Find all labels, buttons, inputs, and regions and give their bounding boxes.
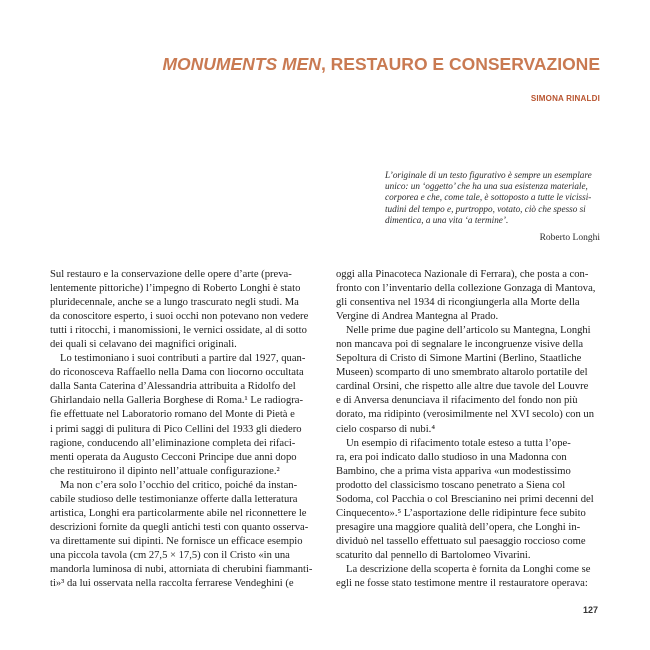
text-line: oggi alla Pinacoteca Nazionale di Ferrara), che posta a con- xyxy=(336,269,589,280)
text-line: non mancava poi di segnalare le incongruenze visive della xyxy=(336,339,584,351)
text-line: Vergine di Andrea Mantegna al Prado. xyxy=(336,311,499,323)
text-line: una piccola tavola (cm 27,5 × 17,5) con il Cristo «in una xyxy=(50,549,290,561)
text-line: Sepoltura di Cristo di Simone Martini (Berlino, Staatliche xyxy=(336,353,582,365)
text-line: Sul restauro e la conservazione delle opere d’arte (preva- xyxy=(50,269,292,280)
text-line: cabile studioso delle testimonianze offerte dalla letteratura xyxy=(50,493,298,505)
text-line: menti operata da Augusto Cecconi Principe due anni dopo xyxy=(50,451,297,463)
body-column-right xyxy=(336,268,601,591)
text-line: fie effettuate nel Laboratorio romano del Monte di Pietà e xyxy=(50,409,295,421)
text-line: dorato, ma ridipinto (verosimilmente nel XVI secolo) con un xyxy=(336,409,595,421)
text-line: presagire una maggiore qualità dell’opera, che Longhi in- xyxy=(336,521,581,533)
text-line: Ma non c’era solo l’occhio del critico, poiché da instan- xyxy=(60,479,298,491)
text-line: gli consentiva nel 1934 di ricongiungerla alla Morte della xyxy=(336,297,580,309)
text-line: ragione, conducendo all’eliminazione completa dei rifaci- xyxy=(50,437,296,449)
epigraph-line: L’originale di un testo figurativo è sempre un esemplare xyxy=(385,170,592,180)
text-line: La descrizione della scoperta è fornita da Longhi come se xyxy=(346,563,591,575)
text-line: artistica, Longhi era particolarmente abile nel riconnettere le xyxy=(50,507,307,519)
text-line: scaturito dal pennello di Bartolomeo Vivarini. xyxy=(336,549,531,561)
text-line: Cinquecento».⁵ L’asportazione delle ridipinture fece subito xyxy=(336,507,586,519)
page-number: 127 xyxy=(582,605,598,615)
epigraph-line: unico: un ‘oggetto’ che ha una sua esistenza materiale, xyxy=(385,181,588,192)
text-line: ti»³ da lui osservata nella raccolta ferrarese Vendeghini (e xyxy=(50,578,294,590)
epigraph-line: tudini del tempo e, purtroppo, votato, ciò che spesso si xyxy=(385,203,586,214)
text-line: va direttamente sui dipinti. Ne fornisce un efficace esempio xyxy=(50,535,303,547)
article-title-italic: MONUMENTS MEN xyxy=(162,54,321,74)
text-line: tutti i ritocchi, i manomissioni, le vernici ossidate, al di sotto xyxy=(50,325,307,337)
text-line: Museen) scomparto di uno smembrato altarolo portatile del xyxy=(336,367,588,379)
text-line: mandorla luminosa di nubi, attorniata di cherubini fiammanti- xyxy=(50,563,313,575)
text-line: che restituirono il dipinto nell’attuale configurazione.² xyxy=(50,465,280,477)
text-line: dividuò nel tassello effettuato sul paesaggio roccioso come xyxy=(336,535,586,547)
text-line: Un esempio di rifacimento totale esteso a tutta l’ope- xyxy=(346,437,571,449)
text-line: cielo cosparso di nubi.⁴ xyxy=(336,423,436,435)
article-title xyxy=(0,54,600,75)
text-line: i primi saggi di pulitura di Pico Cellini del 1933 gli diedero xyxy=(50,423,302,435)
text-line: Ghirlandaio nella Galleria Borghese di Roma.¹ Le radiogra- xyxy=(50,395,304,407)
article-author: SIMONA RINALDI xyxy=(530,94,600,103)
article-title-rest: , RESTAURO E CONSERVAZIONE xyxy=(320,54,600,74)
text-line: da conoscitore esperto, i suoi occhi non potevano non vedere xyxy=(50,311,309,323)
text-line: cardinal Orsini, che rispetto alle altre due tavole del Louvre xyxy=(336,381,589,393)
text-line: prodotto del classicismo toscano penetrato a Siena col xyxy=(336,479,566,491)
text-line: Lo testimoniano i suoi contributi a partire dal 1927, quan- xyxy=(60,353,306,365)
text-line: Bambino, che a prima vista appariva «un modestissimo xyxy=(336,465,571,477)
text-line: lentemente pittoriche) l’impegno di Roberto Longhi è stato xyxy=(50,283,301,295)
text-line: fronto con l’inventario della collezione Gonzaga di Mantova, xyxy=(336,283,596,295)
epigraph-line: dimentica, a una vita ‘a termine’. xyxy=(385,214,509,225)
text-line: Sodoma, col Pacchia o col Brescianino nei primi decenni del xyxy=(336,493,594,505)
text-line: descrizioni fornite da quegli antichi testi con quanto osserva- xyxy=(50,521,309,533)
text-line: ra, era poi indicato dallo studioso in una Madonna con xyxy=(336,451,567,463)
text-line: e di Anversa denunciava il rifacimento del fondo non più xyxy=(336,395,578,407)
epigraph xyxy=(385,170,600,226)
text-line: dei quali si celavano dei magnifici originali. xyxy=(50,339,237,351)
epigraph-line: corporea e che, come tale, è sottoposto a tutte le vicissi- xyxy=(385,192,592,203)
text-line: Nelle prime due pagine dell’articolo su Mantegna, Longhi xyxy=(345,325,591,337)
text-line: do riconosceva Raffaello nella Dama con liocorno occultata xyxy=(50,367,304,379)
text-line: dalla Santa Caterina d’Alessandria attribuita a Ridolfo del xyxy=(50,381,296,393)
body-column-left xyxy=(50,268,315,591)
text-line: egli ne fosse stato testimone mentre il restauratore operava: xyxy=(336,578,588,590)
epigraph-author: Roberto Longhi xyxy=(539,233,600,243)
text-line: pluridecennale, anche se a lungo trascurato negli studi. Ma xyxy=(50,297,299,309)
